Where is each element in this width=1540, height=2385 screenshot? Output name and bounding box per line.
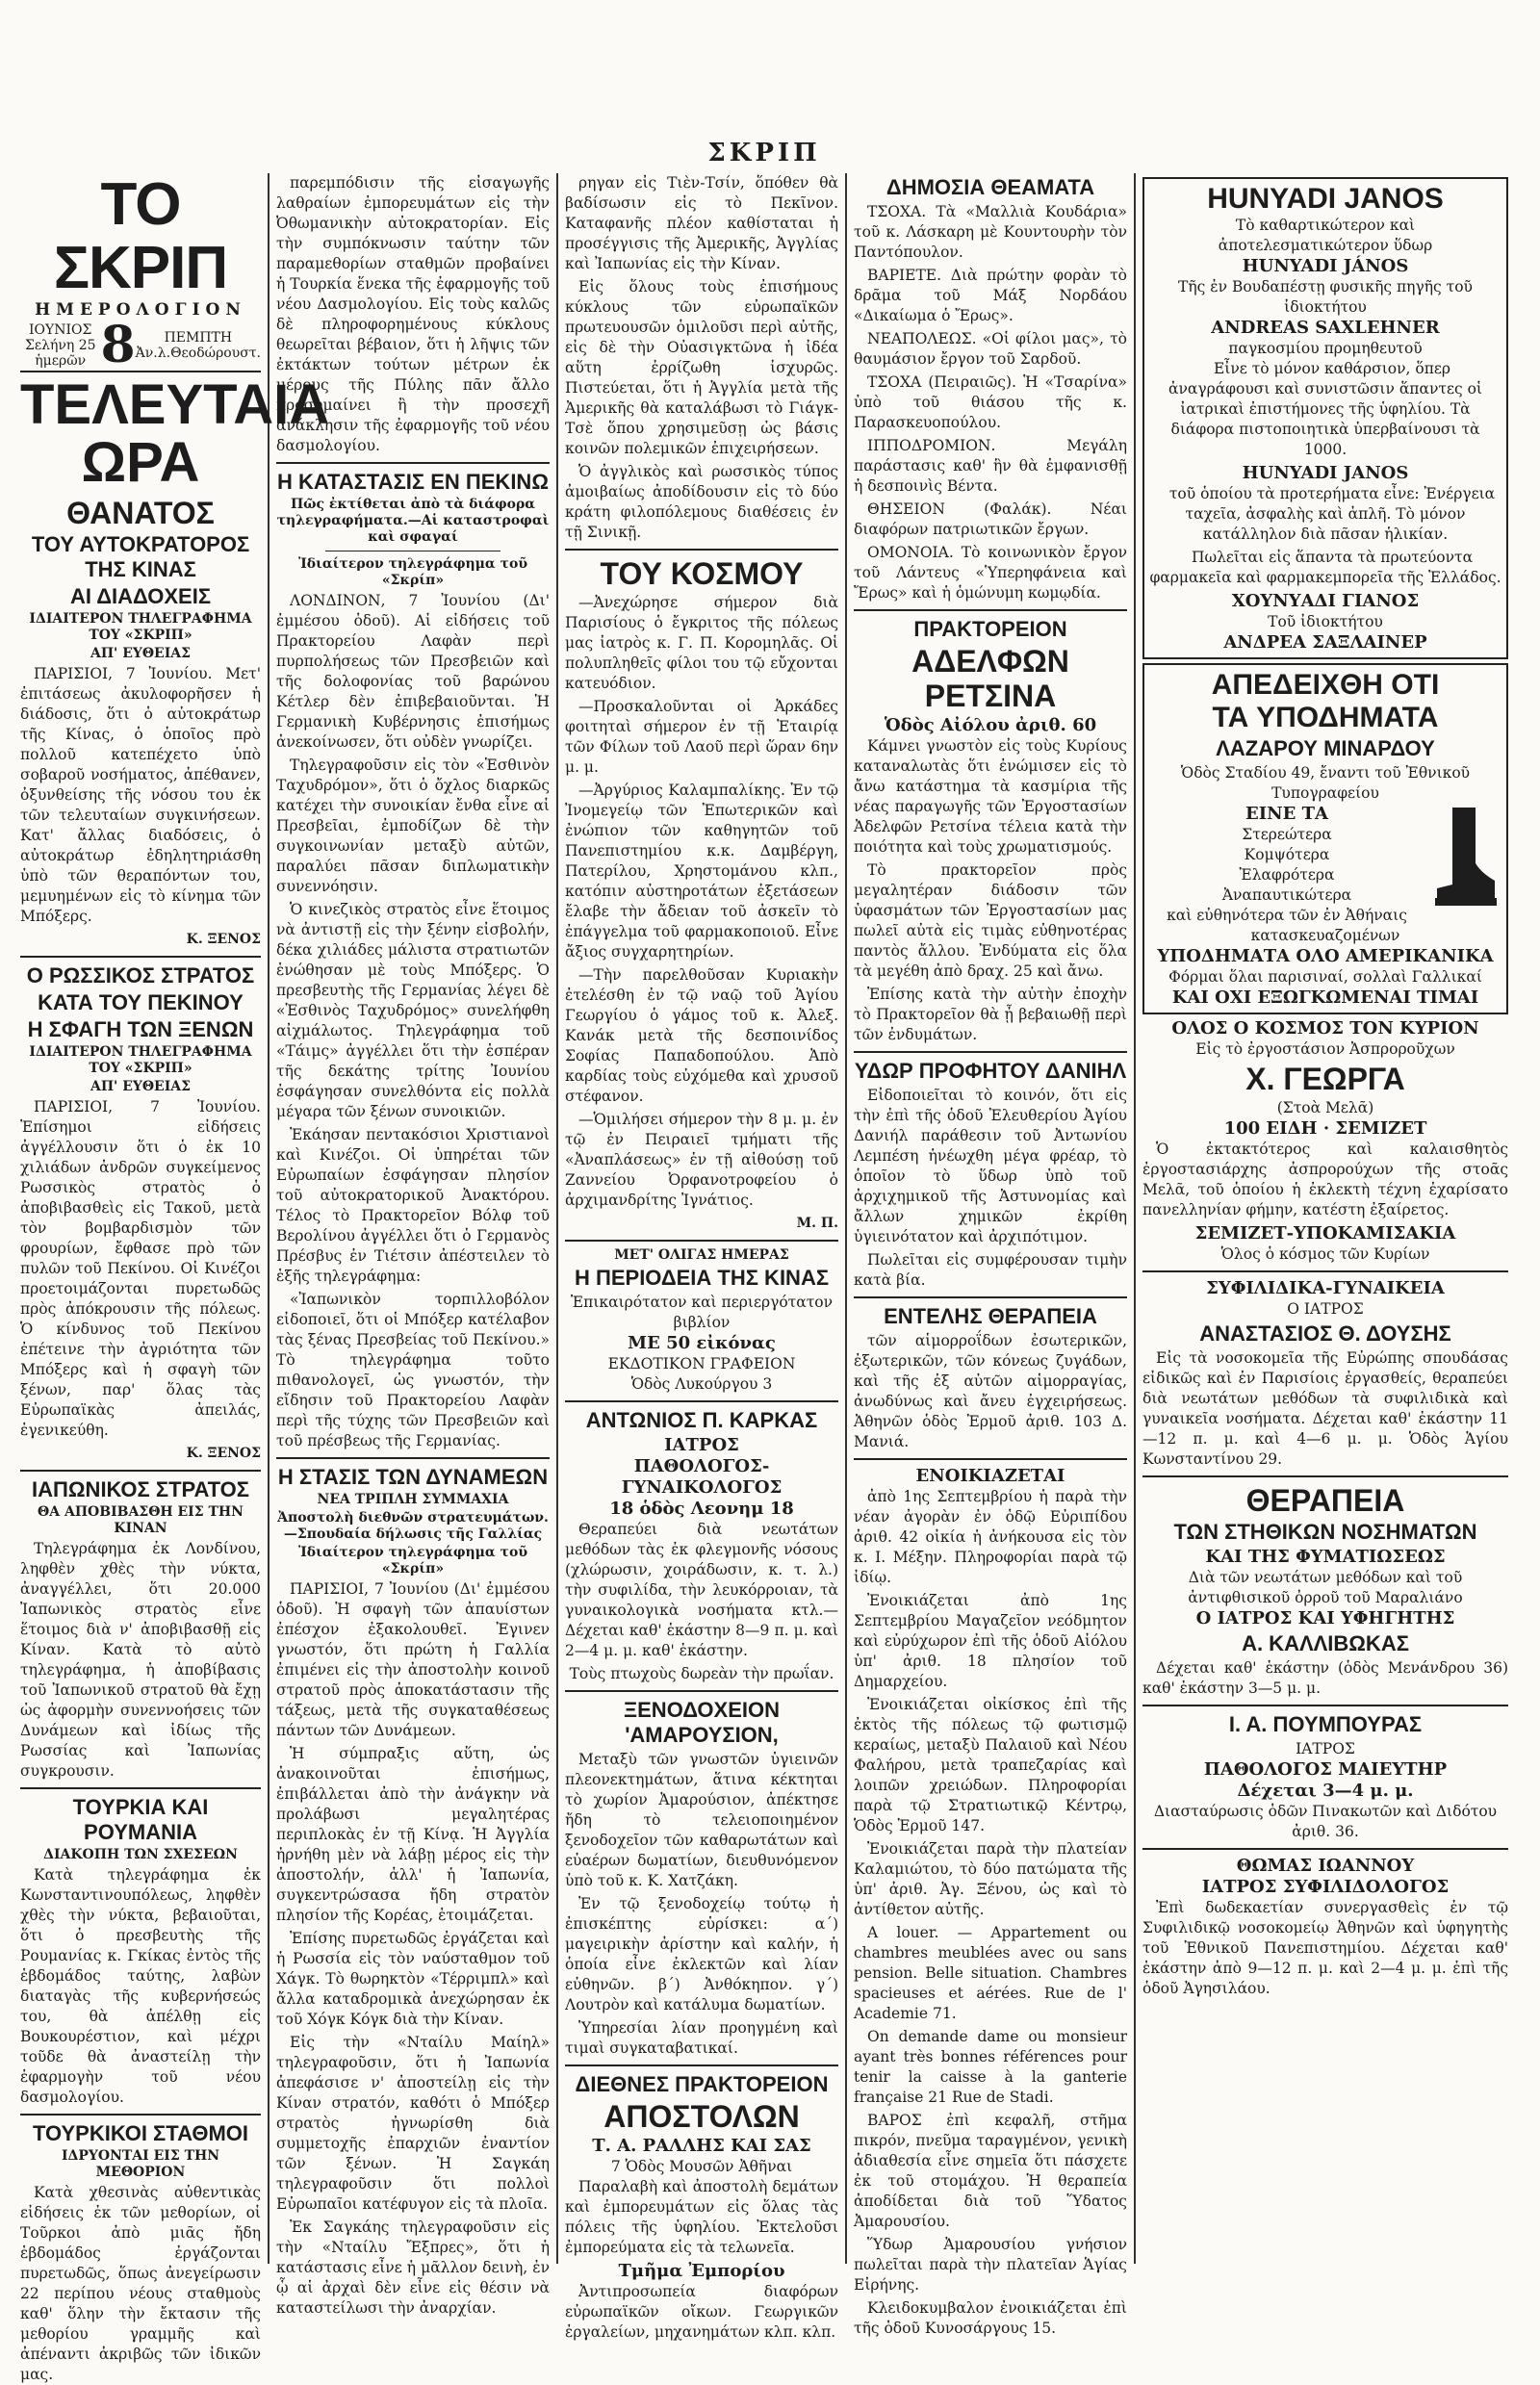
- masthead-subtitle: ΗΜΕΡΟΛΟΓΙΟΝ: [35, 300, 246, 320]
- divider: [20, 956, 261, 958]
- ad-soon-label: ΜΕΤ' ΟΛΙΓΑΣ ΗΜΕΡΑΣ: [614, 1247, 789, 1263]
- telegram-label: Ἰδιαίτερον τηλεγράφημα τοῦ «Σκρίπ»: [297, 556, 528, 588]
- article-text: ΠΑΡΙΣΙΟΙ, 7 Ἰουνίου. Ἐπίσημοι εἰδήσεις ἀγγέλλουσιν ὅτι ὁ ἐκ 10 χιλιάδων ἀνδρῶν συγκείμενος Ρωσσικὸς στρατὸς ὁ ἀποβιβασθεὶς εἰς Τακοῦ, μετὰ τὸν βομβαρδισμὸν τῶν φρουρίων, ἔφθασε πρὸ τῶν πυλῶν τοῦ Πεκίνου. Οἱ Κινέζοι προετοιμάζονται πυρετωδῶς πρὸς ἀπόκρουσιν τῆς πόλεως. Ὁ κίνδυνος τοῦ Πεκίνου ἐπέτεινε τὴν ἀγριότητα τῶν Μπόξερς καὶ ἡ σφαγὴ τῶν ξένων, παρ' ὅλας τὰς Εὐρωπαϊκὰς ἀπειλάς, ἐγενικεύθη.: [20, 1098, 261, 1439]
- ad-text: Κομψότερα: [1244, 846, 1330, 863]
- article-text: ρηγαν εἰς Τιὲν-Τσίν, ὅπόθεν θὰ βαδίσωσιν εἰς τὸ Πεκῖνον. Καταφανῆς πλέον καθίσταται ἡ προσέγγισις τῆς Ἀμερικῆς, Ἀγγλίας καὶ Ἰαπωνίας εἰς τὴν Κίναν.: [565, 174, 838, 272]
- headline-society: ΤΟΥ ΚΟΣΜΟΥ: [600, 556, 804, 591]
- signature: Κ. ΞΕΝΟΣ: [186, 1446, 261, 1461]
- ad-text: Πωλεῖται εἰς συμφέρουσαν τιμὴν κατὰ βία.: [854, 1251, 1127, 1289]
- news-item: —Ὁμιλήσει σήμερον τὴν 8 μ. μ. ἐν τῷ ἐν Πειραιεῖ τμήματι τῆς «Ἀναπλάσεως» ἐν τῇ αἰθούσῃ τοῦ Ζαννείου Ὀρφανοτροφείου ὁ ἀρχιμανδρίτης Ἰγνάτιος.: [565, 1111, 838, 1209]
- column-2: [270, 173, 558, 2317]
- column-5: [1136, 173, 1515, 2264]
- ad-text: HUNYADI JÁNOS: [1242, 256, 1409, 276]
- divider: [854, 1051, 1127, 1053]
- ad-text: ΙΑΤΡΟΣ: [664, 1435, 739, 1455]
- article-text: «Ἰαπωνικὸν τορπιλλοβόλον εἰδοποιεῖ, ὅτι οἱ Μπόξερ κατέλαβον τὰς ξένας Πρεσβείας τοῦ Πεκίνου.» Τὸ τηλεγράφημα τοῦτο πιθανολογεῖ, ὡς γνωστόν, τὴν εἴδησιν τοῦ Πρακτορείου Λαφὰν περὶ τῆς τύχης τῶν Πρεσβειῶν καὶ τοῦ πρέσβεως τῆς Γερμανίας.: [276, 1291, 550, 1449]
- article-text: Ἐπίσης πυρετωδῶς ἐργάζεται καὶ ἡ Ρωσσία εἰς τὸν ναύσταθμον τοῦ Χάγκ. Τὸ θωρηκτὸν «Τέρριμπλ» καὶ ἄλλα καταδρομικὰ ἀνεχώρησαν ἐκ τοῦ Χόγκ Κόγκ διὰ τὴν Κίναν.: [276, 1930, 550, 2028]
- signature: Κ. ΞΕΝΟΣ: [186, 932, 261, 947]
- divider: [20, 1470, 261, 1472]
- classified-item: Ἐνοικιάζεται παρὰ τὴν πλατείαν Καλαμιώτου, τὸ δύο πατώματα τῆς ὑπ' ἀριθ. Ἀγ. Ξένου, ὡς καὶ τὸ ἀντίθετον αὐτῆς.: [854, 1840, 1127, 1918]
- headline-theaters: ΔΗΜΟΣΙΑ ΘΕΑΜΑΤΑ: [886, 175, 1095, 199]
- ad-text: (Στοὰ Μελᾶ): [1276, 1099, 1374, 1116]
- ad-text: Ἐπικαιρότατον καὶ περιεργότατον βιβλίον: [570, 1294, 834, 1331]
- ad-text: Ὁλος ὁ κόσμος τῶν Κυρίων: [1220, 1245, 1430, 1263]
- ad-text: Πωλεῖται εἰς ἅπαντα τὰ πρωτεύοντα φαρμακεῖα καὶ φαρμακεμπορεῖα τῆς Ἑλλάδος.: [1149, 549, 1502, 586]
- telegram-label: ΙΔΙΑΙΤΕΡΟΝ ΤΗΛΕΓΡΑΦΗΜΑ ΤΟΥ «ΣΚΡΙΠ»: [29, 611, 252, 643]
- boot-illustration: [1431, 804, 1499, 910]
- ad-text: ΤΩΝ ΣΤΗΘΙΚΩΝ ΝΟΣΗΜΑΤΩΝ: [1173, 1520, 1477, 1544]
- ad-text: ΑΝΔΡΕΑ ΣΑΞΛΑΙΝΕΡ: [1223, 632, 1427, 653]
- news-item: —Ἀνεχώρησε σήμερον διὰ Παρισίους ὁ ἔγκριτος τῆς πόλεως μας ἰατρὸς κ. Γ. Π. Κορομηλᾶς. Οἱ πολυπληθεῖς φίλοι του τῷ εὔχονται κατευόδιον.: [565, 594, 838, 692]
- ad-text: Εἰς τὸ ἐργοστάσιον Ἀσπροροῦχων: [1195, 1040, 1455, 1058]
- ad-text: Τοῦ ἰδιοκτήτου: [1268, 613, 1383, 630]
- ad-text: 7 Ὁδὸς Μουσῶν Ἀθῆναι: [610, 2158, 793, 2175]
- ad-text: Δέχεται 3—4 μ. μ.: [1237, 1781, 1414, 1801]
- classified-item: ἀπὸ 1ης Σεπτεμβρίου ἡ παρὰ τὴν νέαν ἀγορὰν ἐν ὁδῷ Εὐριπίδου ἀριθ. 42 οἰκία ἡ ἀνήκουσα εἰς τὸν κ. Ι. Μέξην. Πληροφορίαι παρὰ τῷ ἰδίῳ.: [854, 1488, 1127, 1586]
- headline-powers: Η ΣΤΑΣΙΣ ΤΩΝ ΔΥΝΑΜΕΩΝ: [277, 1465, 549, 1489]
- ad-retsina-title2: ΑΔΕΛΦΩΝ ΡΕΤΣΙΝΑ: [911, 644, 1069, 713]
- ad-text: Ἐλαφρότερα: [1239, 866, 1335, 884]
- ad-rent-title: ΕΝΟΙΚΙΑΖΕΤΑΙ: [915, 1466, 1065, 1486]
- ad-georga-title: Χ. ΓΕΩΡΓΑ: [1245, 1062, 1405, 1096]
- masthead-title: ΤΟ ΣΚΡΙΠ: [53, 171, 228, 301]
- classified-item: A louer. — Appartement ou chambres meublées avec ou sans pension. Belle situation. Chambres spacieuses et aérées. Rue de l' Academie 71.: [854, 1924, 1127, 2022]
- article-text: Ὁ κινεζικὸς στρατὸς εἶνε ἕτοιμος νὰ ἀντιστῇ εἰς τὴν ξένην εἰσβολήν, δέκα χιλιάδες μάλιστα στρατιωτῶν ἑνώθησαν μὲ τοὺς Μπόξερς. Ὁ πρεσβευτὴς τῆς Γερμανίας λέγει δὲ «Ἑσθινὸς Ταχυδρόμος» συνελήφθη αἰχμάλωτος. Τηλεγράφημα τοῦ «Τάιμς» ἀγγέλλει ὅτι τὴν ἑσπέραν τῆς δεκάτης τρίτης Ἰουνίου ἐσφάγησαν συνελθόντα εἰς πολλὰ μέγαρα τῶν ξένων συνοικιῶν.: [276, 901, 550, 1120]
- ad-text: Διασταύρωσις ὁδῶν Πινακωτῶν καὶ Διδότου ἀριθ. 36.: [1153, 1803, 1498, 1840]
- ad-shoes-title: ΑΠΕΔΕΙΧΘΗ ΟΤΙ: [1211, 669, 1440, 701]
- ad-text: Ὁδὸς Λυκούργου 3: [630, 1375, 773, 1393]
- article-text: παρεμπόδισιν τῆς εἰσαγωγῆς λαθραίων ἐμπορευμάτων εἰς τὴν Ὀθωμανικὴν αὐτοκρατορίαν. Εἰς τὴν συμπόκνωσιν ταύτην τῶν παραμεθορίων σταθμῶν προβαίνει ἡ Τουρκία ἕνεκα τῆς ἐφαρμογῆς τοῦ νέου Δασμολογίου. Εἰς τοὺς καλῶς δὲ πληροφορημένους κύκλους θεωρεῖται βέβαιον, ὅτι ἡ λῆψις τῶν ἐκτάκτων τούτων μέτρων ἐκ μέρους τῆς Πύλης πᾶν ἄλλο προσημαίνει ἢ τὴν προσεχῆ ἀνάκλησιν τῆς ἐφαρμογῆς τοῦ νέου δασμολογίου.: [276, 174, 550, 454]
- ad-text: Ὁδὸς Αἰόλου ἀριθ. 60: [884, 715, 1097, 735]
- ad-shoes-maker: ΛΑΖΑΡΟΥ ΜΙΝΑΡΔΟΥ: [1216, 736, 1435, 760]
- telegram-label: ΙΔΙΑΙΤΕΡΟΝ ΤΗΛΕΓΡΑΦΗΜΑ ΤΟΥ «ΣΚΡΙΠ»: [29, 1044, 252, 1076]
- running-head: ΣΚΡΙΠ: [707, 139, 821, 167]
- ad-hunyadi-title: HUNYADI JANOS: [1207, 183, 1444, 215]
- classified-item: Ἐνοικιάζεται οἰκίσκος ἐπὶ τῆς ἐκτὸς τῆς πόλεως τῷ φωτισμῷ κεραίως, μεταξὺ Παλαιοῦ καὶ Νέου Φαλήρου, μετὰ τραπεζαρίας καὶ λοιπῶν χρειώδων. Πληροφορίαι παρὰ τῷ Στρατιωτικῷ Κέντρῳ, Ὁδὸς Ἑρμοῦ 147.: [854, 1696, 1127, 1834]
- divider: [565, 1690, 838, 1692]
- classified-item: ΒΑΡΟΣ ἐπὶ κεφαλῆ, στῆμα πικρόν, πνεῦμα ταραγμένον, γενικὴ ἀδιαθεσία εἶνε σημεῖα ὅτι πάσχετε ἐκ τοῦ στομάχου. Ἡ θεραπεία ἀποδίδεται διὰ τοῦ Ὕδατος Ἀμαρουσίου.: [854, 2112, 1127, 2230]
- ad-text: Φόρμαι ὅλαι παρισιναί, σολλαὶ Γαλλικαί: [1168, 968, 1482, 986]
- ad-text: Δέχεται καθ' ἑκάστην (ὁδὸς Μενάνδρου 36) καθ' ἑκάστην 3—5 μ. μ.: [1142, 1659, 1508, 1697]
- ad-georga-header: ΟΛΟΣ Ο ΚΟΣΜΟΣ ΤΟΝ ΚΥΡΙΟΝ: [1171, 1018, 1479, 1039]
- divider: [1142, 1475, 1508, 1477]
- headline-peking-situation: Η ΚΑΤΑΣΤΑΣΙΣ ΕΝ ΠΕΚΙΝΩ: [277, 470, 549, 494]
- headline-emperor: ΤΟΥ ΑΥΤΟΚΡΑΤΟΡΟΣ ΤΗΣ ΚΙΝΑΣ: [31, 532, 250, 581]
- ad-doctor-name: ΑΝΤΩΝΙΟΣ Π. ΚΑΡΚΑΣ: [585, 1408, 818, 1432]
- ad-text: ΣΥΦΙΛΙΔΙΚΑ-ΓΥΝΑΙΚΕΙΑ: [1206, 1278, 1445, 1298]
- ad-shoes: [1142, 663, 1508, 1014]
- divider: [20, 2114, 261, 2116]
- ad-text: Διὰ τῶν νεωτάτων μεθόδων καὶ τοῦ ἀντιφθισικοῦ ὀρροῦ τοῦ Μαραλιάνο: [1188, 1569, 1463, 1606]
- ad-text: Τὸ πρακτορεῖον πρὸς μεγαλητέραν διάδοσιν τῶν ὑφασμάτων τῶν Ἐργοστασίων μας πωλεῖ αὐτὰ εἰς τιμὰς εὐθηνοτέρας παντὸς ἄλλου. Ἐνδύματα εἰς ὅλα τὰ μεγέθη ἀπὸ δραχ. 25 καὶ ἄνω.: [854, 861, 1127, 980]
- column-3: [558, 173, 847, 2341]
- headline-last-hour: ΤΕΛΕΥΤΑΙΑ ΩΡΑ: [20, 373, 330, 494]
- divider: [854, 1296, 1127, 1298]
- ad-text: Μεταξὺ τῶν γνωστῶν ὑγιεινῶν πλεονεκτημάτων, ἅτινα κέκτηται τὸ χωρίον Ἀμαρούσιον, ἀπέκτησε ἤδη τὸ τελειοποιημένον ξενοδοχεῖον τῶν καθαρωτάτων καὶ εὐαέρων δωματίων, διευθυνόμενον ὑπὸ τοῦ κ. Κ. Χατζάκη.: [565, 1751, 838, 1889]
- headline-japanese-army: ΙΑΠΩΝΙΚΟΣ ΣΤΡΑΤΟΣ: [32, 1477, 249, 1501]
- article-text: Κατὰ χθεσινὰς αὐθεντικὰς εἰδήσεις ἐκ τῶν μεθορίων, οἱ Τοῦρκοι ἀπὸ μιᾶς ἤδη ἑβδομάδος ἐργάζονται πυρετωδῶς, ὅπως ἀνεγείρωσιν 22 περίπου νέους σταθμοὺς καθ' ὅλην τὴν ἔκτασιν τῆς μεθορίου γραμμῆς καὶ ἀπέναντι ἀκριβῶς τῶν ἰδικῶν μας.: [20, 2184, 261, 2383]
- ad-text: τοῦ ὁποίου τὰ προτερήματα εἶνε: Ἐνέργεια ταχεῖα, ἀσφαλὴς καὶ ἀπλῆ. Τὸ μόνον κατάλληλον διὰ πᾶσαν ἡλικίαν.: [1168, 485, 1496, 543]
- ad-text: Τοὺς πτωχοὺς δωρεὰν τὴν πρωΐαν.: [569, 1665, 834, 1682]
- ad-text: Τμῆμα Ἐμπορίου: [618, 2261, 785, 2281]
- ad-china-tour-title: Η ΠΕΡΙΟΔΕΙΑ ΤΗΣ ΚΙΝΑΣ: [574, 1266, 830, 1290]
- article-text: Ἡ σύμπραξις αὕτη, ὡς ἀνακοινοῦται ἐπισήμως, ἐπιβάλλεται ἀπὸ τὴν ἀνάγκην νὰ προλάβωσι μεγαλητέρας περιπλοκὰς ἐν τῇ Κίνᾳ. Ἡ Ἀγγλία ἠρνήθη μὲν νὰ λάβῃ μέρος εἰς τὴν ἀποστολήν, ἀλλ' ἡ Ἰαπωνία, συγκεντρώσασα ἤδη στρατὸν πλησίον τῆς Κορέας, ἑτοιμάζεται.: [276, 1745, 550, 1924]
- news-item: —Τὴν παρελθοῦσαν Κυριακὴν ἐτελέσθη ἐν τῷ ναῷ τοῦ Ἁγίου Γεωργίου ὁ γάμος τοῦ κ. Ἀλεξ. Κανάκ μετὰ τῆς δεσποινίδος Σοφίας Παπαδοπούλου. Ἀπὸ καρδίας τοὺς εὐχόμεθα καὶ χρυσοῦ στέφανον.: [565, 966, 838, 1105]
- theater-item: ΟΜΟΝΟΙΑ. Τὸ κοινωνικὸν ἔργον τοῦ Λάντευς «Ὑπερηφάνεια καὶ Ἔρως» καὶ ἡ ὁμώνυμη κωμῳδία.: [854, 544, 1127, 602]
- headline-death: ΘΑΝΑΤΟΣ: [66, 496, 215, 530]
- ad-hotel-title: ΞΕΝΟΔΟΧΕΙΟΝ 'ΑΜΑΡΟΥΣΙΟΝ,: [623, 1698, 781, 1747]
- ad-text: 18 ὁδὸς Λεονημ 18: [609, 1499, 794, 1519]
- telegram-label-direct: ΑΠ' ΕΥΘΕΙΑΣ: [90, 1079, 192, 1094]
- ad-text: Τῆς ἐν Βουδαπέστῃ φυσικῆς πηγῆς τοῦ ἰδιοκτήτου: [1178, 278, 1473, 316]
- ad-text: Εἰδοποιεῖται τὸ κοινόν, ὅτι εἰς τὴν ἐπὶ τῆς ὁδοῦ Ἐλευθερίου Ἀγίου Δανιήλ παράθεσιν τοῦ Ἀντωνίου Λεμπέση ἡνέωχθη μέγα φρέαρ, τὸ ὁποῖον τὸ ὕδωρ ὑπὸ τοῦ ἀρχιχημικοῦ τῆς Ἀστυνομίας καὶ ἄλλων χημικῶν ἐκρίθη ὑγιεινότατον καὶ ἀρχιπότιμον.: [854, 1087, 1127, 1245]
- theater-item: ΝΕΑΠΟΛΕΩΣ. «Οἱ φίλοι μας», τὸ θαυμάσιον ἔργον τοῦ Σαρδοῦ.: [854, 330, 1127, 368]
- ad-shoes-title2: ΤΑ ΥΠΟΔΗΜΑΤΑ: [1212, 702, 1439, 733]
- subheadline-peking: Πῶς ἐκτίθεται ἀπὸ τὰ διάφορα τηλεγραφήματα.—Αἱ καταστροφαὶ καὶ σφαγαί: [276, 497, 550, 545]
- ad-text: Εἰς τὰ νοσοκομεῖα τῆς Εὐρώπης σπουδάσας εἰδικῶς καὶ ἐν Παρισίοις ἐργασθείς, θεραπεύει διὰ νεωτάτων μεθόδων τὰ συφιλιδικὰ καὶ γυναικεῖα νοσήματα. Δέχεται καθ' ἑκάστην 11—12 π. μ. καὶ 4—6 μ. μ. Ὁδὸς Ἁγίου Κωνσταντίνου 29.: [1142, 1349, 1508, 1468]
- ad-text: ΙΑΤΡΟΣ: [1296, 1740, 1355, 1757]
- ad-dousis-name: ΑΝΑΣΤΑΣΙΟΣ Θ. ΔΟΥΣΗΣ: [1199, 1321, 1451, 1346]
- subheadline-troops: Ἀποστολὴ διεθνῶν στρατευμάτων.—Σπουδαία δήλωσις τῆς Γαλλίας: [277, 1510, 549, 1542]
- ad-text: HUNYADI JANOS: [1242, 463, 1409, 483]
- ad-text: ΥΠΟΔΗΜΑΤΑ ΟΛΟ ΑΜΕΡΙΚΑΝΙΚΑ: [1157, 946, 1494, 966]
- ad-text: τῶν αἱμορροΐδων ἐσωτερικῶν, ἐξωτερικῶν, τῶν κόνεως ζυγάδων, καὶ τῆς ἐξ αὐτῶν αἱμορραγίας, ἀνωδύνως καὶ ἄνευ ἐγχειρήσεως. Ἀθηνῶν ὁδὸς Ἐρμοῦ ἀριθ. 103 Δ. Μανιά.: [854, 1332, 1127, 1450]
- ad-text: ΜΕ 50 εἰκόνας: [628, 1333, 776, 1353]
- article-text: Ὁ ἀγγλικὸς καὶ ρωσσικὸς τύπος ἀμοιβαίως ἀποδίδουσιν εἰς τὸ δύο κράτη φιλοπόλεμους διαθέσεις ἐν τῇ Σινικῇ.: [565, 463, 838, 541]
- article-text: Εἰς τὴν «Νταίλυ Μαίηλ» τηλεγραφοῦσιν, ὅτι ἡ Ἰαπωνία ἀπεφάσισε ν' ἀποστείλῃ εἰς τὴν Κίναν στρατόν, καθότι ὁ Μπόξερ στρατὸς ἠγνωρίσθη διὰ συμμετοχῆς ἐπαρχιῶν ἐναντίον τῶν ξένων. Ἡ Σαγκάη τηλεγραφοῦσιν ὅτι πολλοὶ Εὐρωπαῖοι κατέφυγον εἰς τὰ πλοῖα.: [276, 2034, 550, 2213]
- subheadline-relations: ΔΙΑΚΟΠΗ ΤΩΝ ΣΧΕΣΕΩΝ: [43, 1847, 238, 1862]
- column-4: [847, 173, 1136, 2337]
- newspaper-page: [13, 139, 1515, 2383]
- divider: [854, 609, 1127, 611]
- ad-text: Τὸ καθαρτικώτερον καὶ ἀποτελεσματικώτερον ὕδωρ: [1218, 217, 1433, 254]
- divider: [1142, 1848, 1508, 1850]
- ad-text: ΕΚΔΟΤΙΚΟΝ ΓΡΑΦΕΙΟΝ: [607, 1355, 796, 1372]
- subheadline-triple-alliance: ΝΕΑ ΤΡΙΠΛΗ ΣΥΜΜΑΧΙΑ: [317, 1492, 509, 1507]
- ad-text: Παραλαβὴ καὶ ἀποστολὴ δεμάτων καὶ ἐμπορευμάτων εἰς ὅλας τὰς πόλεις τῆς ὑφηλίου. Ἐκτελοῦσι ἐμπορεύματα εἰς τὰ τελωνεῖα.: [565, 2178, 838, 2256]
- ad-hunyadi: [1142, 177, 1508, 659]
- headline-russian-army: Ο ΡΩΣΣΙΚΟΣ ΣΤΡΑΤΟΣ: [26, 963, 255, 987]
- article-text: ΛΟΝΔΙΝΟΝ, 7 Ἰουνίου (Δι' ἐμμέσου ὁδοῦ). Αἱ εἰδήσεις τοῦ Πρακτορείου Λαφὰν περὶ πυρπολήσεως τῶν Πρεσβειῶν καὶ τῆς δολοφονίας τοῦ βαρώνου Κέτλερ δὲν ἐπιβεβαιοῦνται. Ἡ Γερμανικὴ Κυβέρνησις ἐπισήμως ἀνεκοίνωσεν, ὅτι οὐδὲν γνωρίζει.: [276, 592, 550, 751]
- article-text: Τηλεγράφημα ἐκ Λονδίνου, ληφθὲν χθὲς τὴν νύκτα, ἀναγγέλλει, ὅτι 20.000 Ἰαπωνικὸς στρατὸς εἶνε ἕτοιμος διὰ ν' ἀποβιβασθῇ εἰς Κίναν. Κατὰ τὸ αὐτὸ τηλεγράφημα, ἡ ἀποβίβασις τοῦ Ἰαπωνικοῦ στρατοῦ θὰ ἔχῃ ὡς ἀφορμὴν συνεννοήσεις τῶν Δυνάμεων καὶ ἰδίως τῆς Ρωσσίας καὶ Ἰαπωνίας συγκρουσιν.: [20, 1540, 261, 1780]
- telegram-label-direct: ΑΠ' ΕΥΘΕΙΑΣ: [90, 646, 192, 661]
- subheadline-border: ΙΔΡΥΟΝΤΑΙ ΕΙΣ ΤΗΝ ΜΕΘΟΡΙΟΝ: [61, 2148, 220, 2180]
- ad-text: ΧΟΥΝΥΑΔΙ ΓΙΑΝΟΣ: [1231, 591, 1420, 611]
- ad-text: Ἐπίσης κατὰ τὴν αὐτὴν ἐποχὴν τὸ Πρακτορεῖον θὰ ᾖ βεβαιωθῇ περὶ τῶν ἐνδυμάτων.: [854, 986, 1127, 1043]
- article-text: Ἐκ Σαγκάης τηλεγραφοῦσιν εἰς τὴν «Νταίλυ Ἔξπρες», ὅτι ἡ κατάστασις εἶνε ἡ μᾶλλον δεινὴ, ἐν ᾧ αἱ ἀρχαὶ δὲν εἶνε εἰς θέσιν νὰ καταστείλωσι τὴν ἀναρχίαν.: [276, 2218, 550, 2317]
- signature: Μ. Π.: [796, 1216, 838, 1231]
- headline-massacre: Η ΣΦΑΓΗ ΤΩΝ ΞΕΝΩΝ: [27, 1017, 254, 1041]
- column-1: [13, 171, 330, 2383]
- theater-item: ΒΑΡΙΕΤΕ. Διὰ πρώτην φορὰν τὸ δρᾶμα τοῦ Μάξ Νορδάου «Δικαίωμα ὁ Ἔρως».: [854, 267, 1127, 324]
- ad-text: ΙΑΤΡΟΣ ΣΥΦΙΛΙΔΟΛΟΓΟΣ: [1201, 1877, 1450, 1897]
- divider: [565, 1400, 838, 1402]
- ad-text: Ο ΙΑΤΡΟΣ: [1287, 1300, 1364, 1318]
- ad-text: Στερεώτερα: [1242, 826, 1332, 843]
- classified-item: Ἐνοικιάζεται ἀπὸ 1ης Σεπτεμβρίου Μαγαζεῖον νεόδμητον καὶ εὐρύχωρον ἐπὶ τῆς ὁδοῦ Αἰόλου ὑπ' ἀριθ. 18 πλησίον τοῦ Δημαρχείου.: [854, 1592, 1127, 1690]
- article-text: ΠΑΡΙΣΙΟΙ, 7 Ἰουνίου. Μετ' ἐπιτάσεως ἀκυλοφορῆσεν ἡ διάδοσις, ὅτι ὁ αὐτοκράτωρ τῆς Κίνας, ὁ ὁποῖος πρὸ πολλοῦ κατεπέχετο ὑπὸ σοβαροῦ νοσήματος, ἀπέθανεν, ὀξυνθείσης τῆς νόσου του ἐκ τῶν τελευταίων συγκινήσεων. Κατ' ἄλλας διαδόσεις, ὁ αὐτοκράτωρ ἐδηλητηριάσθη ὑπὸ τῶν θεραπόντων του, μεμυημένων εἰς τὸ κίνημα τῶν Μπόξερς.: [20, 665, 261, 925]
- headline-against-peking: ΚΑΤΑ ΤΟΥ ΠΕΚΙΝΟΥ: [38, 990, 244, 1014]
- ad-text: ΚΑΙ ΟΧΙ ΕΞΩΓΚΩΜΕΝΑΙ ΤΙΜΑΙ: [1171, 987, 1479, 1008]
- classified-item: Κλειδοκυμβαλον ἐνοικιάζεται ἐπὶ τῆς ὁδοῦ Κυνοσάργους 15.: [854, 2299, 1127, 2337]
- ad-text: Ἀντιπροσωπεία διαφόρων εὐρωπαϊκῶν οἴκων. Γεωργικῶν ἐργαλείων, μηχανημάτων κλπ. κλπ.: [565, 2283, 838, 2341]
- divider: [20, 1787, 261, 1789]
- ad-text: ΠΑΘΟΛΟΓΟΣ-ΓΥΝΑΙΚΟΛΟΓΟΣ: [621, 1456, 783, 1498]
- divider: [276, 1457, 550, 1459]
- ad-text: 100 ΕΙΔΗ · ΣΕΜΙΖΕΤ: [1223, 1118, 1427, 1139]
- divider: [854, 1458, 1127, 1460]
- telegram-label: Ἰδιαίτερον τηλεγράφημα τοῦ «Σκρίπ»: [297, 1545, 528, 1577]
- ad-text: Ἐν τῷ ξενοδοχείῳ τούτῳ ἡ ἐπισκέπτης εὑρίσκει: α΄) μαγειρικὴν ἀρίστην καὶ καλήν, ἡ ὁποία εἶνε ἐκλεκτῶν καὶ λίαν εὐθηνῶν. β΄) Ἀνθόκηπον. γ΄) Λουτρὸν καὶ κατάλυμα δωματίων.: [565, 1895, 838, 2013]
- ad-text: Εἶνε τὸ μόνον καθάρσιον, ὅπερ ἀναγράφουσι καὶ συνιστῶσιν ἅπαντες οἱ ἰατρικαὶ ἐπιστήμονες τῆς ὑφηλίου. Τὰ διάφορα πιστοποιητικὰ ὑπερβαίνουσι τὰ 1000.: [1168, 360, 1483, 458]
- ad-text: ΠΑΘΟΛΟΓΟΣ ΜΑΙΕΥΤΗΡ: [1203, 1759, 1448, 1780]
- ad-agency-title: ΔΙΕΘΝΕΣ ΠΡΑΚΤΟΡΕΙΟΝ: [575, 2072, 829, 2096]
- ad-text: καὶ εὐθηνότερα τῶν ἐν Ἀθήναις κατασκευαζομένων: [1167, 907, 1407, 944]
- divider: [565, 2064, 838, 2066]
- masthead-date: [20, 316, 261, 374]
- ad-kallivokas-name: Α. ΚΑΛΛΙΒΩΚΑΣ: [1242, 1631, 1409, 1655]
- divider: [276, 462, 550, 464]
- theater-item: ΤΣΟΧΑ. Τὰ «Μαλλιὰ Κουδάρια» τοῦ κ. Λάσκαρη μὲ Κουντουρὴν τὸν Παντόπουλον.: [854, 203, 1127, 261]
- ad-text: ΣΕΜΙΖΕΤ-ΥΠΟΚΑΜΙΣΑΚΙΑ: [1194, 1223, 1456, 1244]
- news-item: —Ἀργύριος Καλαμπαλίκης. Ἐν τῷ Ἰνομεγείῳ τῶν Ἐπωτερικῶν καὶ ἐνώπιον τῶν καθηγητῶν τοῦ Πανεπιστημίου κ.κ. Δαμβέργη, Πατερίλου, Χρηστομάνου κλπ., κατόπιν αὐστηροτάτων ἐξετάσεων ἔλαβε τὴν ἄδειαν τοῦ ἀσκεῖν τὸ ἐπάγγελμα τοῦ φαρμακοποιοῦ. Εἶνε ἄξιος συγχαρητηρίων.: [565, 782, 838, 961]
- article-text: Ἐκάησαν πεντακόσιοι Χριστιανοὶ καὶ Κινέζοι. Οἱ ὑπηρέται τῶν Εὐρωπαίων ἐσφάγησαν πλησίον τοῦ αὐτοκρατορικοῦ Ἀνακτόρου. Τέλος τὸ Πρακτορεῖον Βόλφ τοῦ Βερολίνου ἀγγέλλει ὅτι ὁ Γερμανὸς Πρέσβυς ἐν Τιέτσιν ἀπέστειλεν τὸ ἑξῆς τηλεγράφημα:: [276, 1126, 550, 1285]
- masthead-left-note: Σελήνη 25 ἡμερῶν: [24, 338, 96, 369]
- news-item: —Προσκαλοῦνται οἱ Ἀρκάδες φοιτηταὶ σήμερον ἐν τῇ Ἑταιρίᾳ τῶν Φίλων τοῦ Λαοῦ περὶ ὥραν 6ην μ. μ.: [565, 698, 838, 776]
- theater-item: ΤΣΟΧΑ (Πειραιῶς). Ἡ «Τσαρίνα» ὑπὸ τοῦ θιάσου τῆς κ. Παρασκευοπούλου.: [854, 373, 1127, 431]
- masthead-day: 8: [100, 316, 136, 374]
- classified-item: Ὕδωρ Ἀμαρουσίου γνήσιον πωλεῖται παρὰ τὴν πλατεῖαν Ἁγίας Εἰρήνης.: [854, 2236, 1127, 2294]
- divider: [565, 1240, 838, 1242]
- ad-semizet: ΣΕΜΙΖΕΤ: [1335, 1118, 1427, 1139]
- headline-succession: ΑΙ ΔΙΑΔΟΧΕΙΣ: [69, 584, 212, 608]
- ad-text: Θεραπεύει διὰ νεωτάτων μεθόδων τὰς ἐκ φλεγμονῆς νόσους (χλώρωσιν, χοιράδωσιν, κ. τ. λ.) τὴν συφιλίδα, τὴν λευκόρροιαν, τὰ γυναικολογικὰ νοσήματα κτλ.—Δέχεται καθ' ἑκάστην 8—9 π. μ. καὶ 2—4 μ. μ. καθ' ἑκάστην.: [565, 1521, 838, 1659]
- article-text: Τηλεγραφοῦσιν εἰς τὸν «Ἑσθινὸν Ταχυδρόμον», ὅτι ὁ ὄχλος διαρκῶς κατέχει τὴν συνοικίαν ἔνθα εἶνε αἱ Πρεσβεῖαι, ἐμποδίζων δὲ τὴν συγκοινωνίαν μεταξὺ αὐτῶν, παραλύει πᾶσαν διπλωματικὴν συνεννόησιν.: [276, 757, 550, 895]
- ad-text: ANDREAS SAXLEHNER: [1211, 318, 1440, 338]
- article-text: Εἰς ὅλους τοὺς ἐπισήμους κύκλους τῶν εὐρωπαϊκῶν πρωτευουσῶν ὁμιλοῦσι περὶ αὐτῆς, εἰς δὲ τὴν Οὐασιγκτῶνα ἡ ἰδέα αὕτη ἐρρίζωθη ἰσχυρῶς. Πιστεύεται, ὅτι ἡ Ἀγγλία μετὰ τῆς Ἀμερικῆς θὰ καταλάβωσι τὸ Γιάγκ-Τσὲ ὅπου χρησιμεῦσῃ ὡς βάσις κοινῶν πολεμικῶν ἐπιχειρήσεων.: [565, 278, 838, 457]
- divider: [1142, 1270, 1508, 1272]
- ad-water-title: ΥΔΩΡ ΠΡΟΦΗΤΟΥ ΔΑΝΙΗΛ: [854, 1059, 1127, 1083]
- ad-text: Ὁδὸς Σταδίου 49, ἔναντι τοῦ Ἐθνικοῦ Τυπογραφείου: [1180, 764, 1471, 802]
- ad-text: ΚΑΙ ΤΗΣ ΦΥΜΑΤΙΩΣΕΩΣ: [1205, 1547, 1446, 1567]
- ad-ioannou-name: ΘΩΜΑΣ ΙΩΑΝΝΟΥ: [1236, 1856, 1415, 1876]
- subheadline-japanese-landing: ΘΑ ΑΠΟΒΙΒΑΣΘΗ ΕΙΣ ΤΗΝ ΚΙΝΑΝ: [38, 1504, 244, 1536]
- theater-item: ΙΠΠΟΔΡΟΜΙΟΝ. Μεγάλη παράστασις καθ' ἣν θὰ ἐμφανισθῇ ἡ δεσποινὶς Βέντα.: [854, 437, 1127, 495]
- ad-agency-title2: ΑΠΟΣΤΟΛΩΝ: [603, 2099, 800, 2134]
- headline-turkey-romania: ΤΟΥΡΚΙΑ ΚΑΙ ΡΟΥΜΑΝΙΑ: [72, 1795, 209, 1844]
- masthead-weekday: ΠΕΜΠΤΗ: [164, 330, 233, 346]
- article-text: Κατὰ τηλεγράφημα ἐκ Κωνσταντινουπόλεως, ληφθὲν χθὲς τὴν νύκτα, βεβαιοῦται, ὅτι ὁ πρεσβευτὴς τῆς Ρουμανίας κ. Γκίκας ἐντὸς τῆς ἑβδομάδος ταύτης, λαβὼν διαταγὰς τῆς κυβερνήσεώς του, θὰ ἀπέλθῃ εἰς Βουκουρέστιον, καὶ μέχρι τοῦδε θὰ ἀναστείλῃ τὴν ἐφαρμογὴν τοῦ νέου δασμολογίου.: [20, 1866, 261, 2106]
- masthead: [20, 173, 261, 372]
- ad-text: Ἐπὶ δωδεκαετίαν συνεργασθεὶς ἐν τῷ Συφιλιδικῷ νοσοκομείῳ Ἀθηνῶν καὶ ὑφηγητὴς τοῦ Ἐθνικοῦ Πανεπιστημίου. Δέχεται καθ' ἑκάστην ἀπὸ 9—12 π. μ. καὶ 2—4 μ. μ. ἐπὶ τῆς ὁδοῦ Ἀγησιλάου.: [1142, 1899, 1508, 1997]
- ad-text: ΕΙΝΕ ΤΑ: [1245, 804, 1328, 824]
- ad-text: Ὁ ἐκτακτότερος καὶ καλαισθητὸς ἐργοστασιάρχης ἀσπρορούχων τῆς στοᾶς Μελᾶ, τοῦ ὁποίου ἡ ἐκλεκτὴ τέχνη ἐχαρίσατο πανελληνίαν φήμην, κατέστη ἐξαίρετος.: [1142, 1141, 1508, 1218]
- headline-turkish-stations: ΤΟΥΡΚΙΚΟΙ ΣΤΑΘΜΟΙ: [32, 2121, 249, 2145]
- ad-text: Ἀναπαυτικώτερα: [1221, 886, 1352, 904]
- classified-item: On demande dame ou monsieur ayant très bonnes références pour tenir la caisse à la ganterie française 21 Rue de Stadi.: [854, 2028, 1127, 2106]
- masthead-right-note: Ἀν.λ.Θεοδώρουστ.: [135, 346, 261, 361]
- ad-text: Κάμνει γνωστὸν εἰς τοὺς Κυρίους καταναλωτὰς ὅτι ἐνώμισεν εἰς τὸ ἄνω κατάστημα τὰ κασμίρια τῆς νέας παραγωγῆς τῶν Ἐργοστασίων Ἀδελφῶν Ρετσίνα τέλεια κατὰ τὴν ποιότητα καὶ τοὺς χρωματισμούς.: [854, 737, 1127, 856]
- ad-therapy-title: ΘΕΡΑΠΕΙΑ: [1245, 1483, 1405, 1518]
- ad-therapy-title: ΕΝΤΕΛΗΣ ΘΕΡΑΠΕΙΑ: [884, 1304, 1097, 1328]
- theater-item: ΘΗΣΕΙΟΝ (Φαλάκ). Νέαι διαφόρων πατριωτικῶν ἔργων.: [854, 500, 1127, 538]
- ad-retsina-title: ΠΡΑΚΤΟΡΕΙΟΝ: [913, 617, 1067, 641]
- ad-text: Τ. Α. ΡΑΛΛΗΣ ΚΑΙ ΣΑΣ: [592, 2136, 811, 2156]
- ad-100-items: 100 ΕΙΔΗ: [1223, 1118, 1318, 1139]
- ad-text: παγκοσμίου προμηθευτοῦ: [1228, 340, 1423, 357]
- article-text: ΠΑΡΙΣΙΟΙ, 7 Ἰουνίου (Δι' ἐμμέσου ὁδοῦ). Ἡ σφαγὴ τῶν ἀπαυίστων ἐπέσχον ἐξακολουθεῖ. Ἐγινεν γνωστόν, ὅτι πρώτη ἡ Γαλλία ἐπιμένει εἰς τὴν ἀποστολὴν κοινοῦ στρατοῦ πρὸς ἀποκατάστασιν τῆς τάξεως, μετὰ τῆς συγκαταθέσεως πάντων τῶν Δυνάμεων.: [276, 1580, 550, 1739]
- ad-poumpouras-name: Ι. Α. ΠΟΥΜΠΟΥΡΑΣ: [1228, 1712, 1423, 1736]
- ad-text: Ο ΙΑΤΡΟΣ ΚΑΙ ΥΦΗΓΗΤΗΣ: [1195, 1608, 1455, 1628]
- divider: [565, 549, 838, 551]
- ad-text: Ὑπηρεσίαι λίαν προηγμένη καὶ τιμαὶ συγκαταβατικαί.: [565, 2019, 838, 2057]
- divider: [1142, 1705, 1508, 1706]
- masthead-month: ΙΟΥΝΙΟΣ: [29, 322, 92, 338]
